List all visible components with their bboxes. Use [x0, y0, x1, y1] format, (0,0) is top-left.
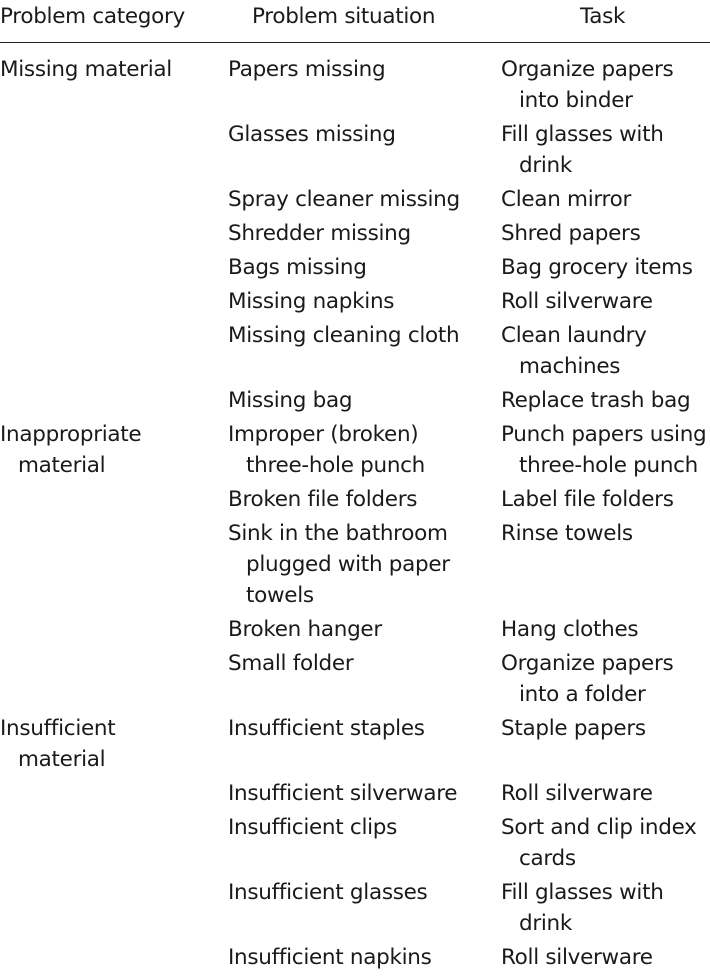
task-cell	[501, 648, 710, 710]
category-cell	[0, 252, 228, 283]
situation-cell-text: Missing cleaning cloth	[228, 323, 460, 348]
category-cell	[0, 385, 228, 416]
table-row	[0, 320, 710, 382]
category-cell	[0, 812, 228, 874]
table-row	[0, 419, 710, 481]
table-row	[0, 812, 710, 874]
category-cell	[0, 518, 228, 611]
table-row	[0, 54, 710, 116]
situation-cell	[228, 877, 501, 939]
table-row	[0, 286, 710, 317]
category-cell	[0, 419, 228, 481]
task-cell	[501, 713, 710, 775]
task-cell	[501, 614, 710, 645]
task-cell-text: Roll silverware	[501, 781, 653, 806]
task-cell-text: Fill glasses with	[501, 880, 664, 905]
table-row	[0, 385, 710, 416]
category-cell	[0, 877, 228, 939]
task-cell-text: Hang clothes	[501, 617, 639, 642]
category-cell	[0, 484, 228, 515]
task-cell	[501, 320, 710, 382]
category-cell	[0, 218, 228, 249]
task-cell-text: Roll silverware	[501, 945, 653, 970]
task-cell-text: three-hole punch	[519, 453, 698, 478]
situation-cell-text: towels	[246, 583, 314, 608]
task-cell	[501, 419, 710, 481]
task-cell-text: drink	[519, 153, 573, 178]
task-cell-text: Clean laundry	[501, 323, 647, 348]
situation-cell-text: Insufficient napkins	[228, 945, 432, 970]
category-cell-text: Inappropriate	[0, 422, 142, 447]
table-row	[0, 877, 710, 939]
task-cell	[501, 286, 710, 317]
situation-cell-text: Improper (broken)	[228, 422, 419, 447]
situation-cell-text: Small folder	[228, 651, 354, 676]
table-row	[0, 648, 710, 710]
task-cell-text: Staple papers	[501, 716, 646, 741]
table-row	[0, 614, 710, 645]
table-row	[0, 252, 710, 283]
task-cell-text: Sort and clip index	[501, 815, 697, 840]
task-cell-text: Clean mirror	[501, 187, 631, 212]
task-cell	[501, 218, 710, 249]
situation-cell	[228, 218, 501, 249]
situation-cell	[228, 286, 501, 317]
task-cell-text: Roll silverware	[501, 289, 653, 314]
table-row	[0, 518, 710, 611]
category-cell	[0, 942, 228, 973]
category-cell-text: Missing material	[0, 57, 172, 82]
situation-cell-text: three-hole punch	[246, 453, 425, 478]
category-cell	[0, 54, 228, 116]
task-cell-text: Fill glasses with	[501, 122, 664, 147]
task-cell-text: machines	[519, 354, 621, 379]
category-cell	[0, 713, 228, 775]
situation-cell-text: Papers missing	[228, 57, 386, 82]
task-cell-text: into a folder	[519, 682, 646, 707]
category-cell	[0, 778, 228, 809]
task-cell-text: into binder	[519, 88, 633, 113]
situation-cell	[228, 713, 501, 775]
table-row	[0, 713, 710, 775]
task-cell	[501, 184, 710, 215]
situation-cell	[228, 54, 501, 116]
category-cell	[0, 184, 228, 215]
table-row	[0, 778, 710, 809]
situation-cell-text: plugged with paper	[246, 552, 450, 577]
task-cell-text: Rinse towels	[501, 521, 633, 546]
category-cell-text: Insufficient	[0, 716, 116, 741]
table-row	[0, 218, 710, 249]
category-cell	[0, 648, 228, 710]
table-header	[0, 0, 710, 43]
task-cell-text: Bag grocery items	[501, 255, 693, 280]
table-body	[0, 54, 710, 976]
task-cell	[501, 119, 710, 181]
task-cell	[501, 252, 710, 283]
table-row	[0, 484, 710, 515]
task-cell	[501, 778, 710, 809]
task-cell	[501, 812, 710, 874]
situation-cell-text: Missing bag	[228, 388, 353, 413]
situation-cell-text: Sink in the bathroom	[228, 521, 448, 546]
task-cell	[501, 518, 710, 611]
category-cell	[0, 286, 228, 317]
situation-cell-text: Insufficient staples	[228, 716, 425, 741]
table-row	[0, 942, 710, 973]
task-cell	[501, 942, 710, 973]
situation-cell	[228, 119, 501, 181]
situation-cell-text: Insufficient clips	[228, 815, 398, 840]
task-cell	[501, 54, 710, 116]
task-cell-text: Punch papers using	[501, 422, 707, 447]
situation-cell	[228, 484, 501, 515]
task-cell	[501, 385, 710, 416]
situation-cell	[228, 614, 501, 645]
task-cell-text: Organize papers	[501, 57, 674, 82]
header-task: Task	[580, 4, 626, 29]
category-cell-text: material	[18, 747, 106, 772]
header-problem-category: Problem category	[0, 4, 185, 29]
task-cell	[501, 484, 710, 515]
table-row	[0, 184, 710, 215]
situation-cell-text: Missing napkins	[228, 289, 395, 314]
situation-cell	[228, 942, 501, 973]
task-cell-text: cards	[519, 846, 576, 871]
category-cell	[0, 614, 228, 645]
category-cell	[0, 119, 228, 181]
task-cell-text: Label file folders	[501, 487, 674, 512]
situation-cell	[228, 812, 501, 874]
situation-cell	[228, 385, 501, 416]
task-cell	[501, 877, 710, 939]
situation-cell	[228, 778, 501, 809]
situation-cell	[228, 252, 501, 283]
task-cell-text: Shred papers	[501, 221, 641, 246]
situation-cell-text: Glasses missing	[228, 122, 396, 147]
situation-cell	[228, 419, 501, 481]
table-row	[0, 119, 710, 181]
situation-cell	[228, 320, 501, 382]
situation-cell-text: Spray cleaner missing	[228, 187, 460, 212]
task-cell-text: Replace trash bag	[501, 388, 691, 413]
situation-cell	[228, 184, 501, 215]
situation-cell	[228, 518, 501, 611]
task-cell-text: drink	[519, 911, 573, 936]
situation-cell-text: Shredder missing	[228, 221, 411, 246]
situation-cell-text: Insufficient glasses	[228, 880, 428, 905]
situation-cell	[228, 648, 501, 710]
category-cell-text: material	[18, 453, 106, 478]
situation-cell-text: Insufficient silverware	[228, 781, 458, 806]
situation-cell-text: Broken file folders	[228, 487, 418, 512]
situation-cell-text: Broken hanger	[228, 617, 382, 642]
category-cell	[0, 320, 228, 382]
task-cell-text: Organize papers	[501, 651, 674, 676]
situation-cell-text: Bags missing	[228, 255, 367, 280]
header-problem-situation: Problem situation	[252, 4, 436, 29]
